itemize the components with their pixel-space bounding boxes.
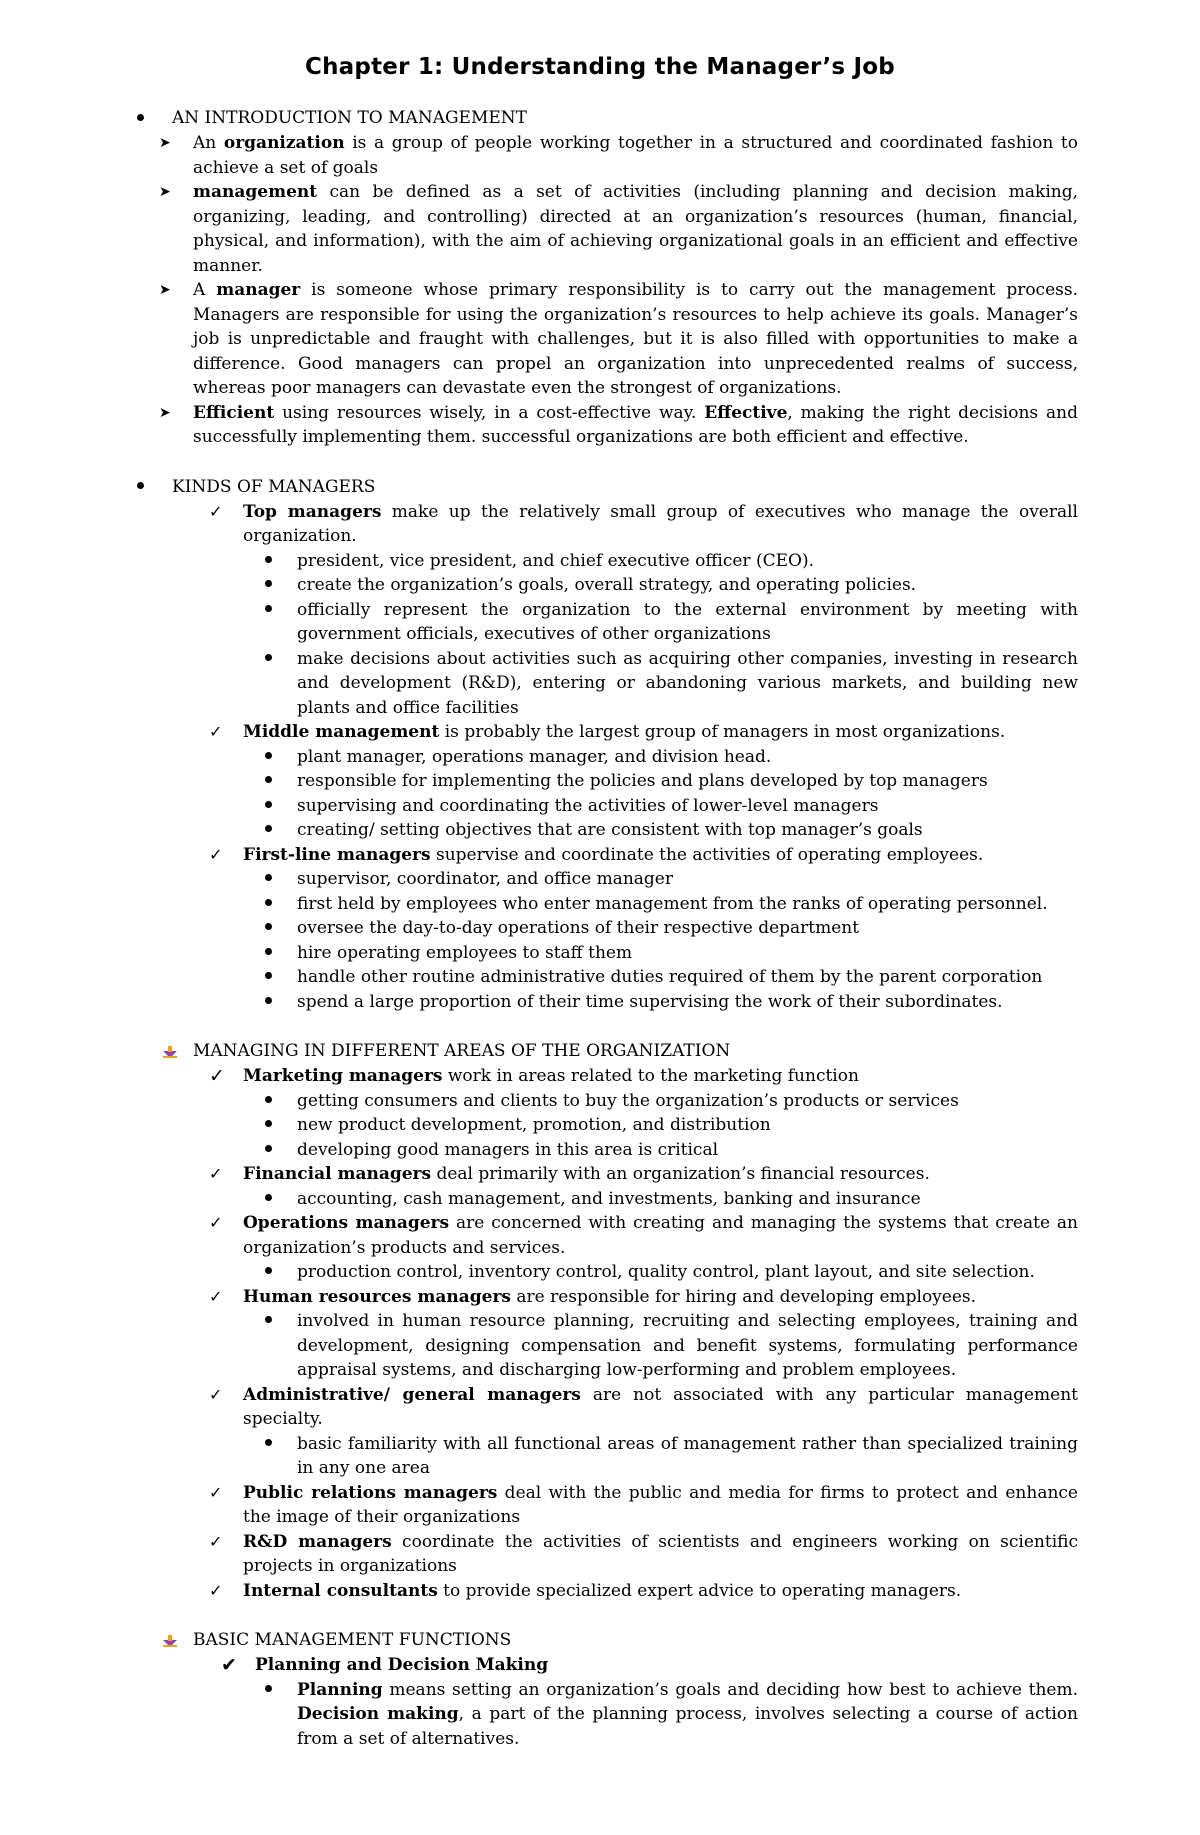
item-text: new product development, promotion, and distribution [297,1115,771,1135]
check-icon: ✓ [209,722,223,741]
list-item [297,916,1078,941]
item-text: handle other routine administrative duties required of them by the parent corporation [297,967,1043,987]
term: Administrative/ general managers [243,1384,581,1405]
bullet-icon [265,990,283,1015]
term: First-line managers [243,844,431,865]
bullet-icon [265,1138,283,1163]
list-item [297,1678,1078,1752]
list-item [297,745,1078,770]
list-item [159,131,1078,180]
check-icon: ✓ [209,1213,223,1232]
list-item [209,1579,1078,1604]
list-item [159,401,1078,450]
item-text: responsible for implementing the policies and plans developed by top managers [297,771,988,791]
item-text: coordinate the activities of scientists and engineers working on scientific projects in organizations [243,1531,1078,1576]
check-icon: ✓ [209,1482,223,1502]
item-text: to provide specialized expert advice to operating managers. [437,1580,962,1601]
bullet-icon [265,1678,283,1703]
list-item [209,1481,1078,1530]
list-item [209,1530,1078,1579]
item-text: is probably the largest group of managers in most organizations. [439,722,1006,742]
section-heading [0,106,1200,131]
bullet-icon [265,1089,283,1114]
check-icon: ✓ [209,1531,223,1551]
item-text: is a group of people working together in a structured and coordinated fashion to achieve a set of goals [193,133,1078,178]
list-item [297,965,1078,990]
list-item [297,867,1078,892]
item-text: An [193,133,224,153]
item-text: can be defined as a set of activities (including planning and decision making, organizing, leading, and controlling) directed at an organization’s resources (human, financial, physical, and information), with the aim of achieving organizational goals in an efficient and effective manner. [193,182,1078,276]
item-text: means setting an organization’s goals and deciding how best to achieve them. [382,1679,1078,1700]
bullet-icon [265,1113,283,1138]
item-text: officially represent the organization to the external environment by meeting with government officials, executives of other organizations [297,599,1078,644]
section-managing-areas [0,1039,1200,1603]
list-item [297,941,1078,966]
check-icon: ✓ [209,844,223,864]
list-item [209,843,1078,868]
term: Middle management [243,722,440,742]
bullet-icon [265,867,283,892]
term: Marketing managers [243,1066,443,1086]
term: Effective [704,402,788,423]
item-text: , a part of the planning process, involves selecting a course of action from a set of alternatives. [297,1704,1078,1749]
list-item [297,1432,1078,1481]
list-item [297,573,1078,598]
item-text: A [193,280,217,300]
item-text: plant manager, operations manager, and division head. [297,746,772,767]
item-text: make decisions about activities such as acquiring other companies, investing in research and development (R&D), entering or abandoning various markets, and building new plants and office facilities [297,648,1078,718]
list-item [221,1653,1078,1678]
bullet-icon [265,941,283,966]
section-heading-text: AN INTRODUCTION TO MANAGEMENT [172,108,527,128]
item-text: president, vice president, and chief executive officer (CEO). [297,550,814,571]
list-item [297,794,1078,819]
section-introduction [0,106,1200,450]
item-text: getting consumers and clients to buy the organization’s products or services [297,1090,959,1111]
section-heading [0,1039,1200,1064]
list-item [297,549,1078,574]
item-text: make up the relatively small group of executives who manage the overall organization. [243,501,1078,546]
list-item [297,1260,1078,1285]
bullet-icon [265,965,283,990]
down-arrow-icon [160,1628,180,1653]
list-item [297,1309,1078,1383]
item-text: supervising and coordinating the activities of lower-level managers [297,795,879,816]
item-text: production control, inventory control, quality control, plant layout, and site selection. [297,1262,1035,1282]
term: manager [216,280,301,300]
item-text: is someone whose primary responsibility is to carry out the management process. Managers are responsible for using the organization’s resources to help achieve its goals. Manager’s job is unpredictable and fraught with challenges, but it is also filled with opportunities to make a difference. Good managers can propel an organization into unprecedented realms of success, whereas poor managers can devastate even the strongest of organizations. [193,280,1078,398]
list-item [209,1383,1079,1432]
bullet-icon [265,745,283,770]
term: Efficient [193,402,275,423]
bullet-icon [265,1432,283,1457]
term: Top managers [243,501,382,522]
item-text: supervise and coordinate the activities of operating employees. [430,844,984,865]
bullet-icon [265,892,283,917]
term: management [193,182,318,202]
bullet-icon [265,598,283,623]
item-text: involved in human resource planning, recruiting and selecting employees, training and development, designing compensation and benefit systems, formulating performance appraisal systems, and discharging low-performing and problem employees. [297,1311,1078,1380]
bullet-icon [265,818,283,843]
term: Human resources managers [243,1286,511,1307]
list-item [297,647,1078,721]
list-item [209,500,1078,549]
list-item [297,769,1078,794]
list-item [297,1138,1078,1163]
list-item [159,278,1078,401]
term: Financial managers [243,1164,432,1184]
item-text: using resources wisely, in a cost-effective way. [274,402,705,423]
list-item [297,990,1078,1015]
bullet-icon [265,794,283,819]
list-item [209,720,1078,745]
section-basic-functions [0,1628,1200,1751]
term: organization [223,133,345,153]
item-text: creating/ setting objectives that are consistent with top manager’s goals [297,820,923,840]
section-kinds-of-managers [0,475,1200,1015]
item-text: hire operating employees to staff them [297,942,633,963]
list-item [297,1187,1078,1212]
arrowhead-icon: ➤ [159,184,171,200]
check-icon: ✓ [209,1065,225,1087]
list-item [297,818,1078,843]
list-item [297,1113,1078,1138]
check-icon: ✓ [209,501,223,521]
list-item [209,1211,1078,1260]
item-text: supervisor, coordinator, and office manager [297,869,673,889]
list-item [297,892,1078,917]
check-icon: ✓ [209,1580,223,1600]
list-item [297,1089,1078,1114]
bullet-icon [265,549,283,574]
item-text: spend a large proportion of their time supervising the work of their subordinates. [297,991,1003,1012]
item-text: deal with the public and media for firms to protect and enhance the image of their organizations [243,1482,1078,1527]
bullet-icon [134,106,146,131]
bullet-icon [265,769,283,794]
section-heading-text: MANAGING IN DIFFERENT AREAS OF THE ORGANIZATION [193,1041,731,1061]
bullet-icon [265,1260,283,1285]
arrowhead-icon: ➤ [159,282,171,298]
section-heading [0,475,1200,500]
bullet-icon [265,1187,283,1212]
item-text: are responsible for hiring and developing employees. [510,1286,977,1307]
list-item [209,1285,1078,1310]
term: Operations managers [243,1213,450,1233]
bullet-icon [265,573,283,598]
list-item [209,1064,1078,1089]
down-arrow-icon [160,1039,180,1064]
item-text: , making the right decisions and successfully implementing them. successful organizations are both efficient and effective. [193,402,1078,447]
bullet-icon [265,647,283,672]
list-item [297,598,1078,647]
bullet-icon [265,1309,283,1334]
item-text: oversee the day-to-day operations of their respective department [297,918,860,938]
check-icon: ✓ [209,1164,223,1183]
check-icon: ✔ [221,1654,237,1676]
document-body [0,106,1200,1751]
item-text: developing good managers in this area is critical [297,1139,719,1160]
section-heading-text: KINDS OF MANAGERS [172,476,376,497]
term: R&D managers [243,1531,392,1552]
section-heading [0,1628,1200,1653]
subheading: Planning and Decision Making [255,1655,549,1675]
page-title: Chapter 1: Understanding the Manager’s Job [305,54,895,80]
item-text: are concerned with creating and managing the systems that create an organization’s products and services. [243,1213,1078,1258]
item-text: accounting, cash management, and investments, banking and insurance [297,1188,921,1209]
term: Internal consultants [243,1580,438,1601]
bullet-icon [265,916,283,941]
list-item [209,1162,1078,1187]
check-icon: ✓ [209,1384,223,1404]
check-icon: ✓ [209,1286,223,1306]
section-heading-text: BASIC MANAGEMENT FUNCTIONS [193,1630,512,1650]
item-text: deal primarily with an organization’s financial resources. [431,1164,930,1184]
bullet-icon [134,475,146,500]
item-text: basic familiarity with all functional areas of management rather than specialized training in any one area [297,1433,1078,1478]
item-text: first held by employees who enter management from the ranks of operating personnel. [297,893,1048,914]
term: Decision making [297,1704,459,1724]
term: Public relations managers [243,1482,498,1503]
item-text: work in areas related to the marketing function [442,1066,859,1086]
item-text: are not associated with any particular management specialty. [243,1384,1079,1429]
term: Planning [297,1679,383,1700]
item-text: create the organization’s goals, overall strategy, and operating policies. [297,575,917,595]
arrowhead-icon: ➤ [159,135,171,151]
list-item [159,180,1078,278]
arrowhead-icon: ➤ [159,404,171,421]
